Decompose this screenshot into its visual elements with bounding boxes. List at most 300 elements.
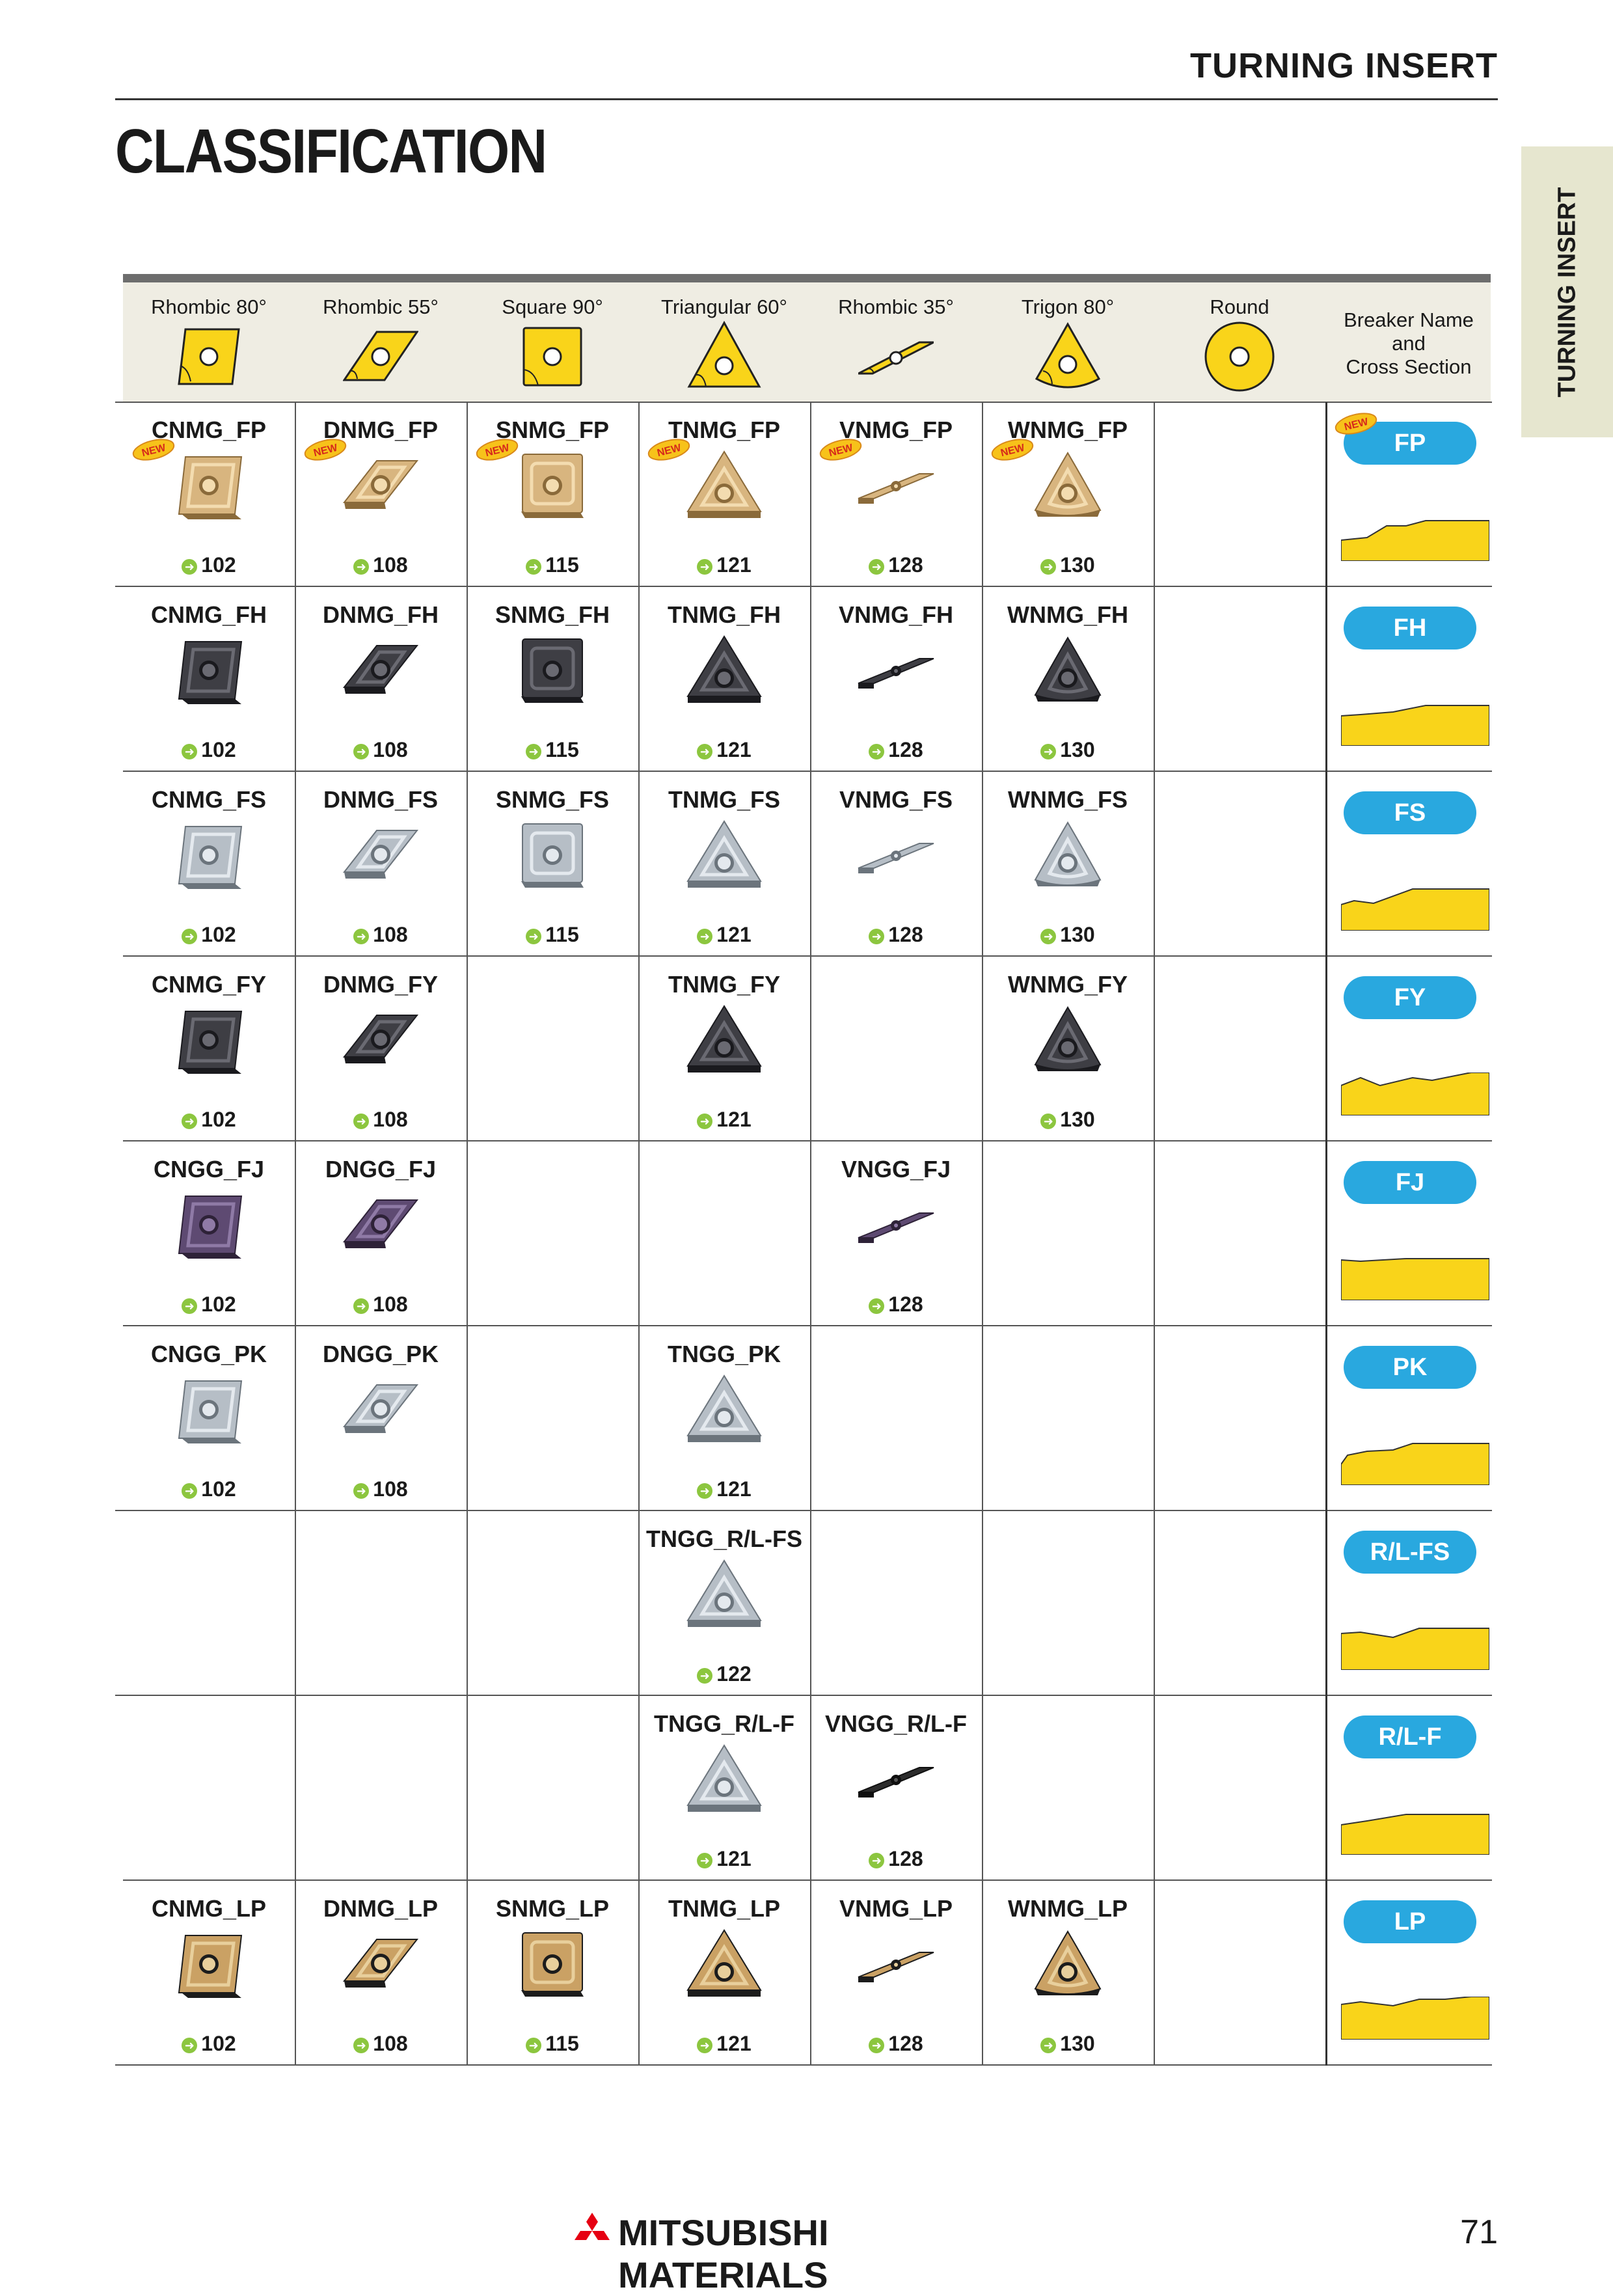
insert-cell[interactable] [467,402,638,586]
page-reference[interactable] [123,1108,295,1132]
breaker-cell [1328,402,1492,586]
insert-code: TNMG_FY [668,971,780,998]
insert-image [685,631,763,709]
arrow-right-icon: ➜ [182,1298,197,1314]
page-reference-number: 102 [201,2032,236,2055]
rhombic-35-icon [858,319,934,394]
arrow-right-icon: ➜ [182,929,197,944]
insert-code: CNMG_LP [151,1895,266,1922]
arrow-right-icon: ➜ [869,929,884,944]
column-header [295,282,467,402]
arrow-right-icon: ➜ [1040,2038,1056,2053]
page-reference-number: 102 [201,923,236,946]
arrow-right-icon: ➜ [353,744,369,759]
page-reference-number: 108 [373,1477,408,1501]
arrow-right-icon: ➜ [697,929,712,944]
insert-cell[interactable] [295,1141,467,1325]
arrow-right-icon: ➜ [869,1298,884,1314]
breaker-cell [1328,1326,1492,1510]
page-reference[interactable] [982,1108,1154,1132]
three-diamonds-icon [573,2213,612,2249]
arrow-right-icon: ➜ [182,559,197,575]
page-reference-number: 130 [1060,738,1095,761]
insert-code: DNMG_FP [323,417,438,443]
insert-cell[interactable] [295,772,467,955]
insert-image [1029,1925,1107,2003]
page-reference-number: 102 [201,1477,236,1501]
breaker-name-pill[interactable]: FP [1344,422,1476,465]
arrow-right-icon: ➜ [869,744,884,759]
insert-code: TNGG_R/L-F [654,1710,794,1737]
page-reference-number: 128 [888,923,923,946]
insert-code: SNMG_FH [495,601,610,628]
arrow-right-icon: ➜ [526,744,541,759]
insert-cell[interactable] [123,402,295,586]
arrow-right-icon: ➜ [182,744,197,759]
page-reference[interactable] [638,1847,810,1871]
arrow-right-icon: ➜ [697,2038,712,2053]
insert-cell[interactable] [638,957,810,1140]
page-reference[interactable] [638,553,810,577]
insert-image [342,1925,420,2003]
insert-cell[interactable] [810,587,982,771]
breaker-cell [1328,957,1492,1140]
breaker-cell [1328,1881,1492,2064]
page-reference[interactable] [467,2032,638,2056]
insert-cell[interactable] [638,587,810,771]
breaker-name-pill[interactable]: FY [1344,976,1476,1019]
column-divider [982,402,983,2066]
column-header [123,282,295,402]
insert-code: SNMG_LP [495,1895,610,1922]
arrow-right-icon: ➜ [182,2038,197,2053]
cross-section-icon [1341,703,1489,746]
insert-code: SNMG_FP [495,417,610,443]
arrow-right-icon: ➜ [1040,559,1056,575]
page-reference-number: 128 [888,553,923,577]
page-reference-number: 128 [888,1847,923,1870]
page-reference[interactable] [982,738,1154,762]
insert-code: TNMG_FP [668,417,780,443]
column-header-label: Rhombic 55° [323,295,439,318]
column-header [467,282,638,402]
insert-cell[interactable] [982,772,1154,955]
insert-cell[interactable] [467,1881,638,2064]
insert-image [1029,446,1107,525]
insert-image [513,446,591,525]
insert-code: CNMG_FS [151,786,266,813]
arrow-right-icon: ➜ [526,929,541,944]
arrow-right-icon: ➜ [697,744,712,759]
page-reference[interactable] [295,1477,467,1501]
page-reference-number: 128 [888,1292,923,1316]
arrow-right-icon: ➜ [526,559,541,575]
breaker-cell [1328,772,1492,955]
page-reference[interactable] [467,738,638,762]
breaker-cell [1328,587,1492,771]
insert-image [857,1186,935,1264]
page-reference[interactable] [638,2032,810,2056]
page-reference-number: 121 [716,1108,752,1131]
page-reference[interactable] [982,553,1154,577]
insert-cell[interactable] [810,1141,982,1325]
insert-image [857,1740,935,1818]
insert-code: DNMG_FY [323,971,438,998]
arrow-right-icon: ➜ [1040,1114,1056,1129]
column-header-label: Rhombic 35° [838,295,954,318]
page-reference-number: 128 [888,2032,923,2055]
page-reference[interactable] [810,923,982,947]
arrow-right-icon: ➜ [353,2038,369,2053]
page-reference-number: 121 [716,923,752,946]
insert-code: SNMG_FS [495,786,610,813]
insert-cell[interactable] [295,1326,467,1510]
arrow-right-icon: ➜ [353,559,369,575]
page-reference-number: 121 [716,1477,752,1501]
page-number: 71 [1460,2213,1498,2251]
breaker-cell [1328,1511,1492,1695]
insert-cell[interactable] [810,1696,982,1879]
breaker-header-line: and [1392,332,1426,355]
page-reference-number: 108 [373,1108,408,1131]
insert-image [342,446,420,525]
column-divider [467,402,468,2066]
insert-cell[interactable] [123,587,295,771]
page-reference[interactable] [295,2032,467,2056]
insert-code: DNGG_PK [322,1341,439,1367]
insert-code: DNMG_FS [323,786,438,813]
breaker-name-pill[interactable]: PK [1344,1346,1476,1389]
arrow-right-icon: ➜ [1040,744,1056,759]
insert-image [170,1186,248,1264]
arrow-right-icon: ➜ [353,1298,369,1314]
insert-code: TNGG_PK [667,1341,781,1367]
column-header [810,282,982,402]
square-90-icon [515,319,590,394]
insert-code: CNGG_FJ [153,1156,265,1182]
insert-cell[interactable] [982,587,1154,771]
insert-image [857,1925,935,2003]
breaker-header-line: Breaker Name [1344,308,1474,331]
insert-image [513,631,591,709]
svg-text:NEW: NEW [999,442,1026,459]
column-header [982,282,1154,402]
insert-image [685,1925,763,2003]
page-reference[interactable] [295,738,467,762]
insert-image [513,816,591,894]
side-tab-label: TURNING INSERT [1553,187,1580,397]
page-reference[interactable] [638,923,810,947]
arrow-right-icon: ➜ [353,1114,369,1129]
page-reference-number: 102 [201,1292,236,1316]
breaker-name-pill[interactable]: R/L-FS [1344,1531,1476,1574]
insert-cell[interactable] [982,402,1154,586]
row-divider [115,402,1492,403]
section-title: TURNING INSERT [1190,46,1498,85]
page-reference-number: 102 [201,553,236,577]
insert-image [170,1925,248,2003]
insert-code: WNMG_FH [1007,601,1128,628]
page-reference-number: 102 [201,738,236,761]
insert-cell[interactable] [123,957,295,1140]
side-tab[interactable] [1521,146,1613,437]
insert-image [170,816,248,894]
insert-image [685,446,763,525]
column-header [638,282,810,402]
insert-code: TNMG_LP [668,1895,780,1922]
insert-cell[interactable] [810,772,982,955]
insert-cell[interactable] [638,1511,810,1695]
page-reference-number: 108 [373,923,408,946]
page-reference-number: 122 [716,1662,752,1686]
arrow-right-icon: ➜ [353,1483,369,1499]
page-reference[interactable] [467,923,638,947]
page-reference[interactable] [295,923,467,947]
insert-image [685,1555,763,1633]
trigon-80-icon [1030,319,1105,394]
insert-cell[interactable] [638,1881,810,2064]
insert-code: DNMG_LP [323,1895,438,1922]
svg-text:NEW: NEW [1343,416,1370,433]
insert-code: CNMG_FY [151,971,266,998]
page-reference-number: 115 [545,923,579,946]
arrow-right-icon: ➜ [1040,929,1056,944]
insert-cell[interactable] [638,772,810,955]
insert-image [685,1001,763,1079]
insert-cell[interactable] [123,772,295,955]
insert-code: DNMG_FH [323,601,439,628]
cross-section-icon [1341,1627,1489,1670]
page-reference[interactable] [810,1847,982,1871]
page-reference-number: 108 [373,2032,408,2055]
insert-code: WNMG_FP [1008,417,1128,443]
insert-image [342,631,420,709]
column-header [1154,282,1325,402]
arrow-right-icon: ➜ [697,559,712,575]
insert-image [685,1740,763,1818]
page-reference[interactable] [638,738,810,762]
insert-image [342,1186,420,1264]
insert-cell[interactable] [295,1881,467,2064]
page-reference-number: 121 [716,1847,752,1870]
page-reference-number: 115 [545,2032,579,2055]
breaker-name-pill[interactable]: FH [1344,607,1476,649]
page-reference-number: 108 [373,553,408,577]
insert-code: VNMG_FP [839,417,953,443]
insert-cell[interactable] [982,957,1154,1140]
column-divider [1325,402,1327,2066]
page-reference[interactable] [638,1662,810,1686]
insert-image [1029,631,1107,709]
page-reference[interactable] [638,1477,810,1501]
triangular-60-icon [686,319,762,394]
page-reference[interactable] [810,1292,982,1317]
arrow-right-icon: ➜ [182,1114,197,1129]
breaker-name-pill[interactable]: R/L-F [1344,1715,1476,1758]
insert-cell[interactable] [295,587,467,771]
breaker-header-line: Cross Section [1346,355,1472,378]
svg-text:NEW: NEW [656,442,683,459]
arrow-right-icon: ➜ [869,1853,884,1868]
insert-code: WNMG_LP [1008,1895,1128,1922]
cross-section-icon [1341,1442,1489,1485]
breaker-name-pill[interactable]: FS [1344,791,1476,834]
breaker-cell [1328,1141,1492,1325]
brand-logo [573,2211,1041,2295]
insert-code: VNMG_LP [839,1895,953,1922]
header-rule [115,98,1498,100]
insert-cell[interactable] [295,402,467,586]
arrow-right-icon: ➜ [697,1483,712,1499]
page-reference-number: 130 [1060,2032,1095,2055]
svg-text:NEW: NEW [828,442,854,459]
insert-cell[interactable] [123,1881,295,2064]
insert-code: CNMG_FP [151,417,266,443]
insert-image [170,1001,248,1079]
arrow-right-icon: ➜ [182,1483,197,1499]
page-reference-number: 121 [716,553,752,577]
insert-image [857,446,935,525]
insert-image [342,1001,420,1079]
insert-code: CNGG_PK [150,1341,267,1367]
insert-image [1029,816,1107,894]
column-divider [810,402,811,2066]
row-divider [115,2064,1492,2066]
insert-image [857,631,935,709]
insert-image [170,1371,248,1449]
arrow-right-icon: ➜ [869,2038,884,2053]
insert-cell[interactable] [467,587,638,771]
page-reference[interactable] [467,553,638,577]
arrow-right-icon: ➜ [869,559,884,575]
page-reference[interactable] [123,1292,295,1317]
insert-cell[interactable] [295,957,467,1140]
page-reference[interactable] [810,553,982,577]
column-divider [638,402,640,2066]
insert-image [170,446,248,525]
column-divider [1154,402,1155,2066]
cross-section-icon [1341,1257,1489,1300]
page-reference-number: 130 [1060,1108,1095,1131]
page-reference[interactable] [123,553,295,577]
page-reference[interactable] [295,1292,467,1317]
round-icon [1202,319,1277,394]
page-reference-number: 108 [373,1292,408,1316]
insert-image [342,1371,420,1449]
page-reference[interactable] [295,1108,467,1132]
page-reference-number: 121 [716,738,752,761]
insert-code: VNGG_FJ [841,1156,951,1182]
insert-cell[interactable] [638,402,810,586]
insert-cell[interactable] [810,1881,982,2064]
page-reference-number: 130 [1060,923,1095,946]
arrow-right-icon: ➜ [697,1114,712,1129]
insert-image [170,631,248,709]
insert-code: WNMG_FY [1008,971,1128,998]
page-reference[interactable] [810,738,982,762]
insert-code: VNGG_R/L-F [824,1710,967,1737]
insert-cell[interactable] [638,1696,810,1879]
insert-code: VNMG_FS [839,786,953,813]
insert-image [857,816,935,894]
page-reference[interactable] [982,923,1154,947]
cross-section-icon [1341,888,1489,931]
cross-section-icon [1341,1073,1489,1115]
page-reference[interactable] [123,738,295,762]
insert-code: WNMG_FS [1008,786,1128,813]
insert-code: DNGG_FJ [325,1156,437,1182]
insert-cell[interactable] [123,1326,295,1510]
insert-image [1029,1001,1107,1079]
page-reference[interactable] [123,923,295,947]
page-reference-number: 102 [201,1108,236,1131]
breaker-name-pill[interactable]: LP [1344,1900,1476,1943]
cross-section-icon [1341,518,1489,561]
insert-image [685,1371,763,1449]
insert-image [342,816,420,894]
insert-cell[interactable] [638,1326,810,1510]
insert-image [685,816,763,894]
page-reference[interactable] [123,1477,295,1501]
brand-name: MITSUBISHI MATERIALS [618,2212,829,2295]
insert-code: VNMG_FH [838,601,953,628]
page-reference-number: 108 [373,738,408,761]
insert-code: TNGG_R/L-FS [646,1525,802,1552]
page-reference-number: 115 [545,553,579,577]
page-reference-number: 130 [1060,553,1095,577]
insert-cell[interactable] [982,1881,1154,2064]
page-reference-number: 115 [545,738,579,761]
breaker-header [1327,282,1491,402]
page-reference[interactable] [295,553,467,577]
insert-code: TNMG_FH [668,601,781,628]
column-header-label: Trigon 80° [1021,295,1115,318]
arrow-right-icon: ➜ [526,2038,541,2053]
page-reference-number: 128 [888,738,923,761]
insert-cell[interactable] [467,772,638,955]
page-title: CLASSIFICATION [115,116,547,186]
cross-section-icon [1341,1812,1489,1855]
rhombic-55-icon [343,319,418,394]
insert-code: CNMG_FH [151,601,267,628]
table-top-bar [123,274,1491,282]
column-header-label: Square 90° [502,295,603,318]
insert-code: TNMG_FS [668,786,780,813]
rhombic-80-icon [171,319,247,394]
svg-text:NEW: NEW [141,442,167,459]
page-reference[interactable] [810,2032,982,2056]
cross-section-icon [1341,1997,1489,2040]
page-reference-number: 121 [716,2032,752,2055]
insert-image [513,1925,591,2003]
page-reference[interactable] [638,1108,810,1132]
column-header-label: Round [1210,295,1269,318]
insert-cell[interactable] [123,1141,295,1325]
svg-text:NEW: NEW [484,442,511,459]
arrow-right-icon: ➜ [353,929,369,944]
page-reference[interactable] [123,2032,295,2056]
breaker-name-pill[interactable]: FJ [1344,1161,1476,1204]
svg-text:NEW: NEW [312,442,339,459]
column-header-label: Rhombic 80° [151,295,267,318]
arrow-right-icon: ➜ [697,1668,712,1684]
column-header-label: Triangular 60° [661,295,787,318]
page-reference[interactable] [982,2032,1154,2056]
arrow-right-icon: ➜ [697,1853,712,1868]
column-divider [295,402,296,2066]
insert-cell[interactable] [810,402,982,586]
breaker-cell [1328,1696,1492,1879]
